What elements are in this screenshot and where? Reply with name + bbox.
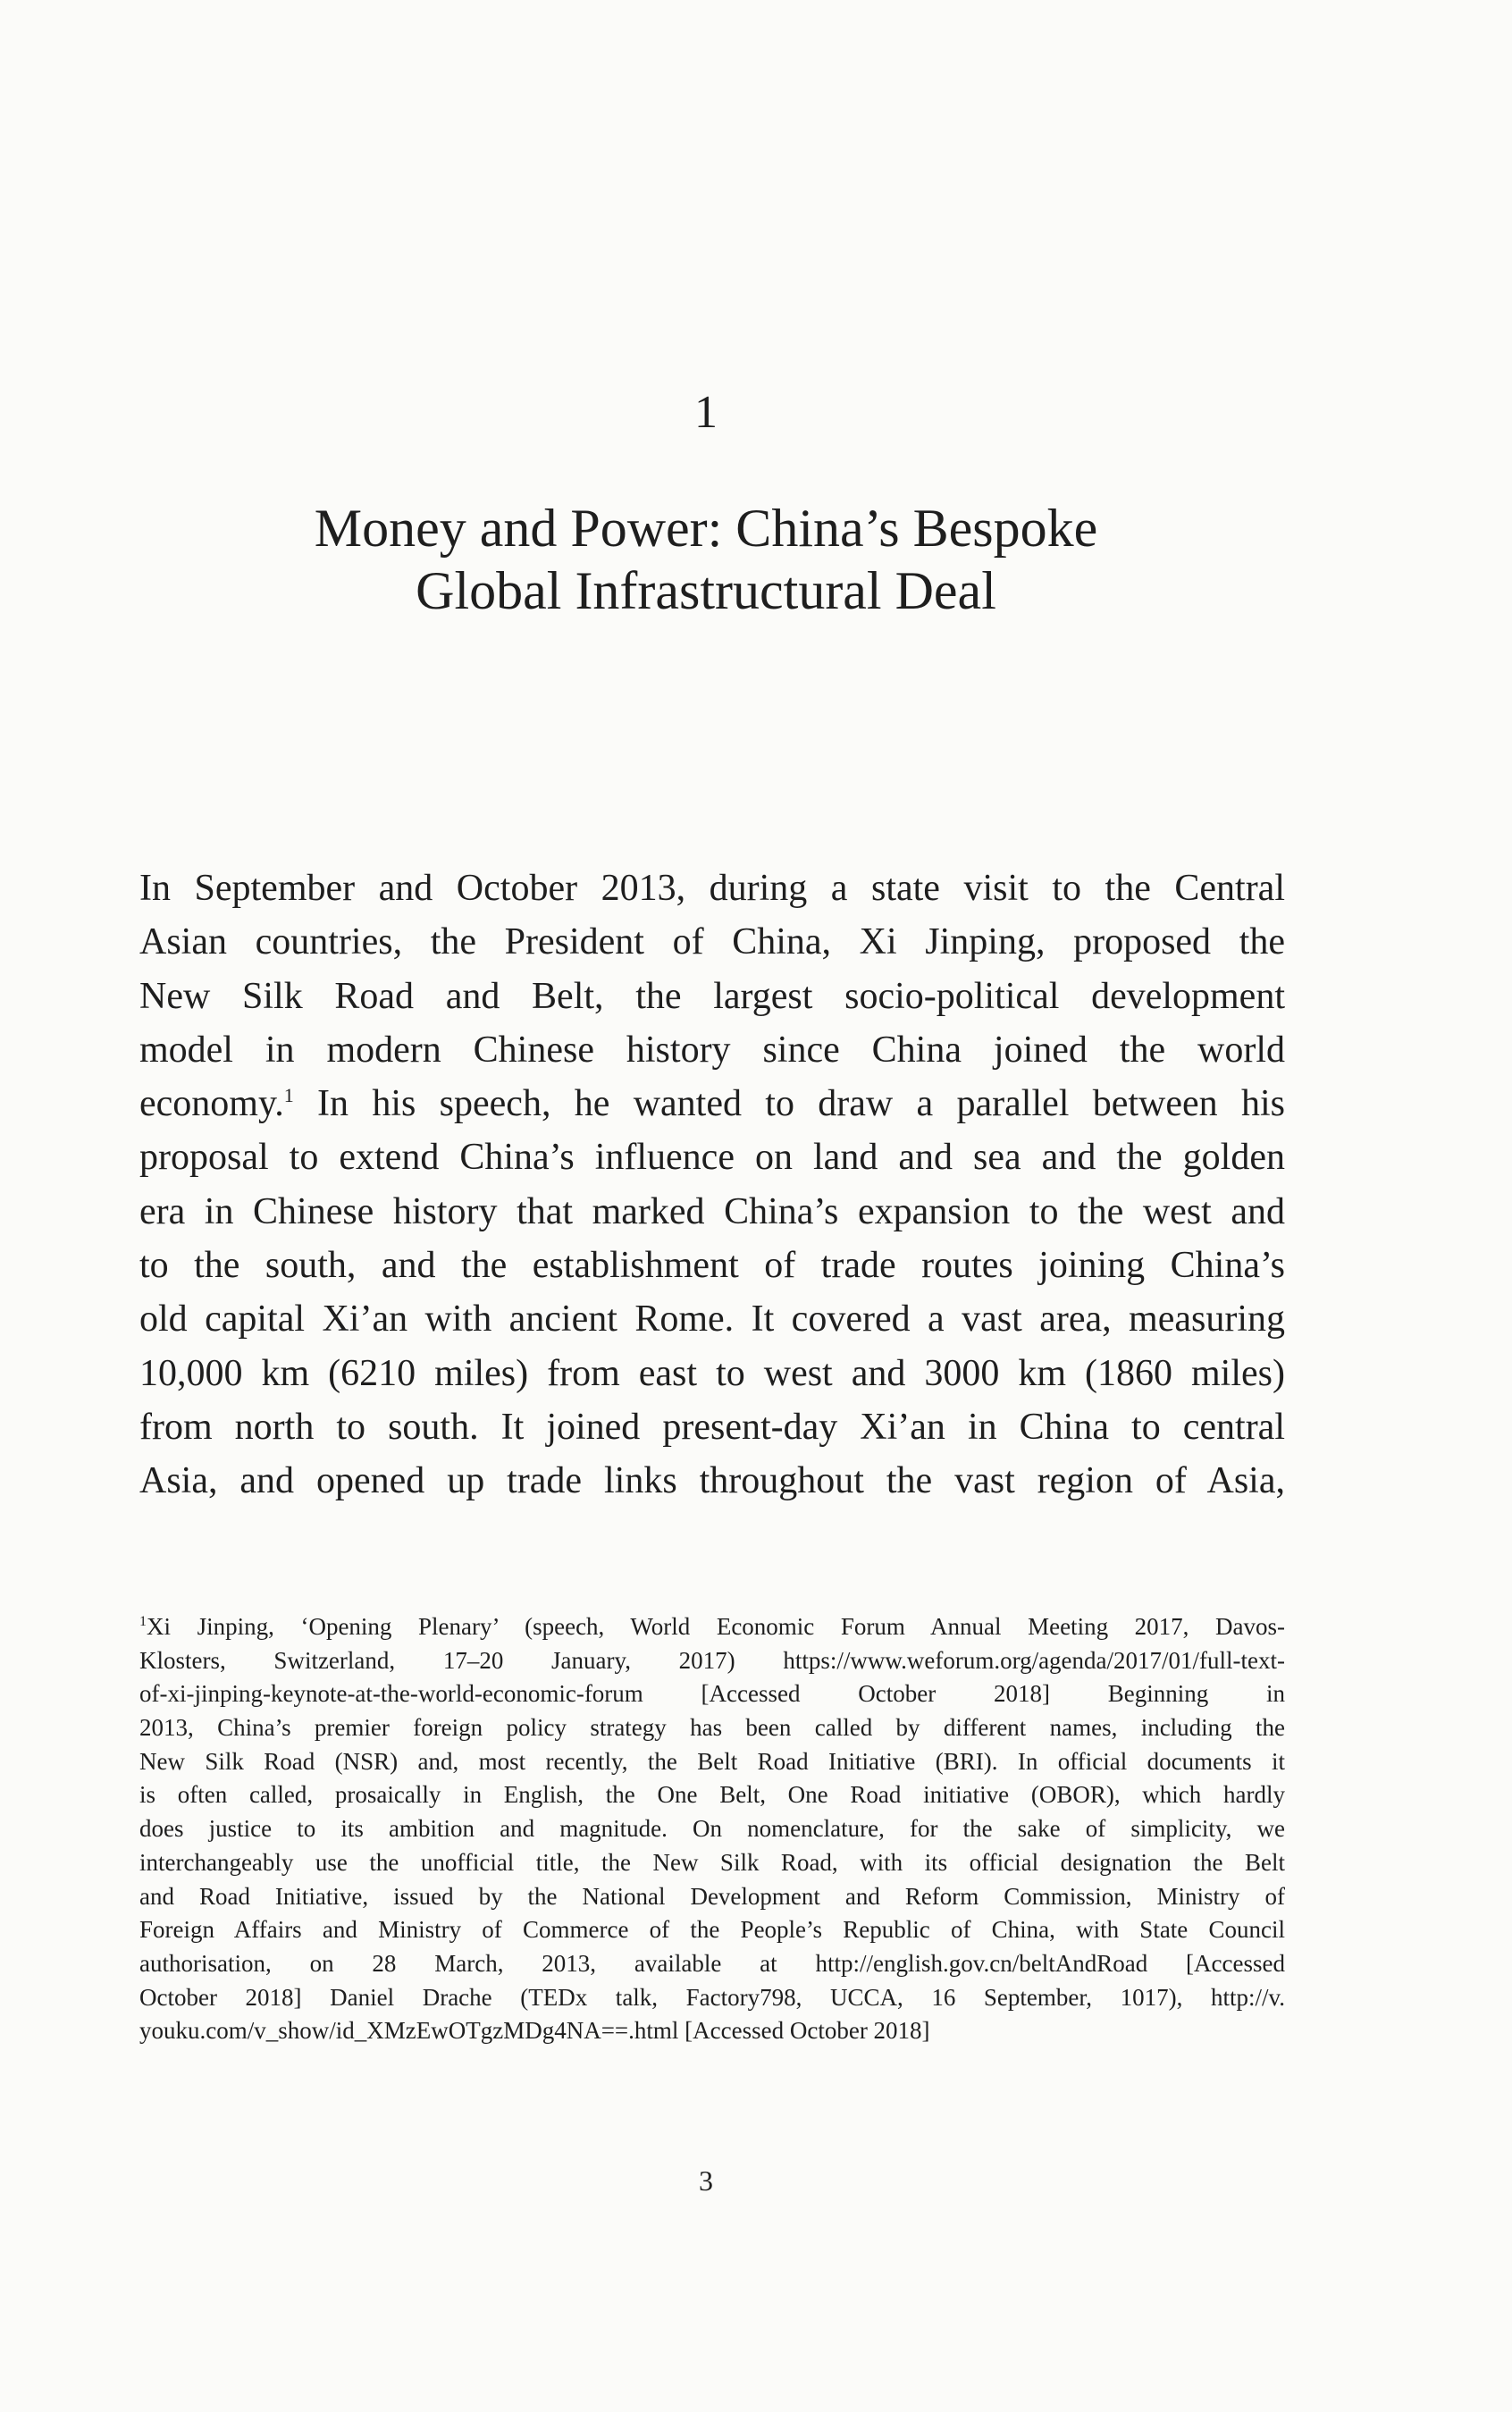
footnote-line: interchangeably use the unofficial title, the New Silk Road, with its official designation the Belt [139,1848,1285,1876]
body-text-fragment: economy. [139,1083,284,1125]
footnote-line: Foreign Affairs and Ministry of Commerce of the People’s Republic of China, with State Council [139,1916,1285,1944]
chapter-number: 1 [694,387,718,438]
footnote-line: of-xi-jinping-keynote-at-the-world-economic-forum [Accessed October 2018] Beginning in [139,1680,1285,1708]
body-line: from north to south. It joined present-day Xi’an in China to central [139,1406,1285,1448]
footnote-marker: 1 [139,1614,147,1629]
body-line-with-footnote [139,1077,1285,1130]
body-line: Asia, and opened up trade links throughout the vast region of Asia, [139,1460,1285,1502]
footnote-reference: 1 [283,1084,294,1107]
body-line: to the south, and the establishment of trade routes joining China’s [139,1245,1285,1287]
body-line: Asian countries, the President of China, Xi Jinping, proposed the [139,921,1285,963]
chapter-title-line: Money and Power: China’s Bespoke [314,499,1098,558]
body-line: old capital Xi’an with ancient Rome. It covered a vast area, measuring [139,1298,1285,1340]
page-number: 3 [699,2164,713,2197]
footnote-line: 2013, China’s premier foreign policy strategy has been called by different names, including the [139,1714,1285,1742]
body-paragraph [139,861,1285,1509]
footnote-text-fragment: Xi Jinping, ‘Opening Plenary’ (speech, World Economic Forum Annual Meeting 2017, Davos- [147,1613,1285,1640]
body-line: model in modern Chinese history since China joined the world [139,1029,1285,1071]
footnote-line: is often called, prosaically in English, the One Belt, One Road initiative (OBOR), which hardly [139,1781,1285,1809]
chapter-title-line: Global Infrastructural Deal [416,561,996,620]
body-line: proposal to extend China’s influence on land and sea and the golden [139,1137,1285,1179]
body-line: New Silk Road and Belt, the largest socio-political development [139,975,1285,1017]
footnote-line: youku.com/v_show/id_XMzEwOTgzMDg4NA==.html [Accessed October 2018] [139,2017,930,2045]
body-text-fragment: In his speech, he wanted to draw a parallel between his [293,1083,1285,1125]
footnote-line: and Road Initiative, issued by the National Development and Reform Commission, Ministry of [139,1882,1285,1910]
body-line: In September and October 2013, during a state visit to the Central [139,868,1285,909]
body-line: era in Chinese history that marked China’s expansion to the west and [139,1190,1285,1232]
body-line: 10,000 km (6210 miles) from east to west and 3000 km (1860 miles) [139,1352,1285,1394]
chapter-title [0,497,1412,622]
footnote-line [139,1610,1285,1644]
footnote-line: authorisation, on 28 March, 2013, available at http://english.gov.cn/beltAndRoad [Accessed [139,1949,1285,1977]
footnote-line: does justice to its ambition and magnitude. On nomenclature, for the sake of simplicity, we [139,1815,1285,1843]
footnote-line: October 2018] Daniel Drache (TEDx talk, Factory798, UCCA, 16 September, 1017), http://v. [139,1983,1285,2011]
footnote-line: New Silk Road (NSR) and, most recently, the Belt Road Initiative (BRI). In official documents it [139,1747,1285,1775]
footnote-line: Klosters, Switzerland, 17–20 January, 2017) https://www.weforum.org/agenda/2017/01/full-text- [139,1646,1285,1674]
footnote [139,1610,1285,2048]
